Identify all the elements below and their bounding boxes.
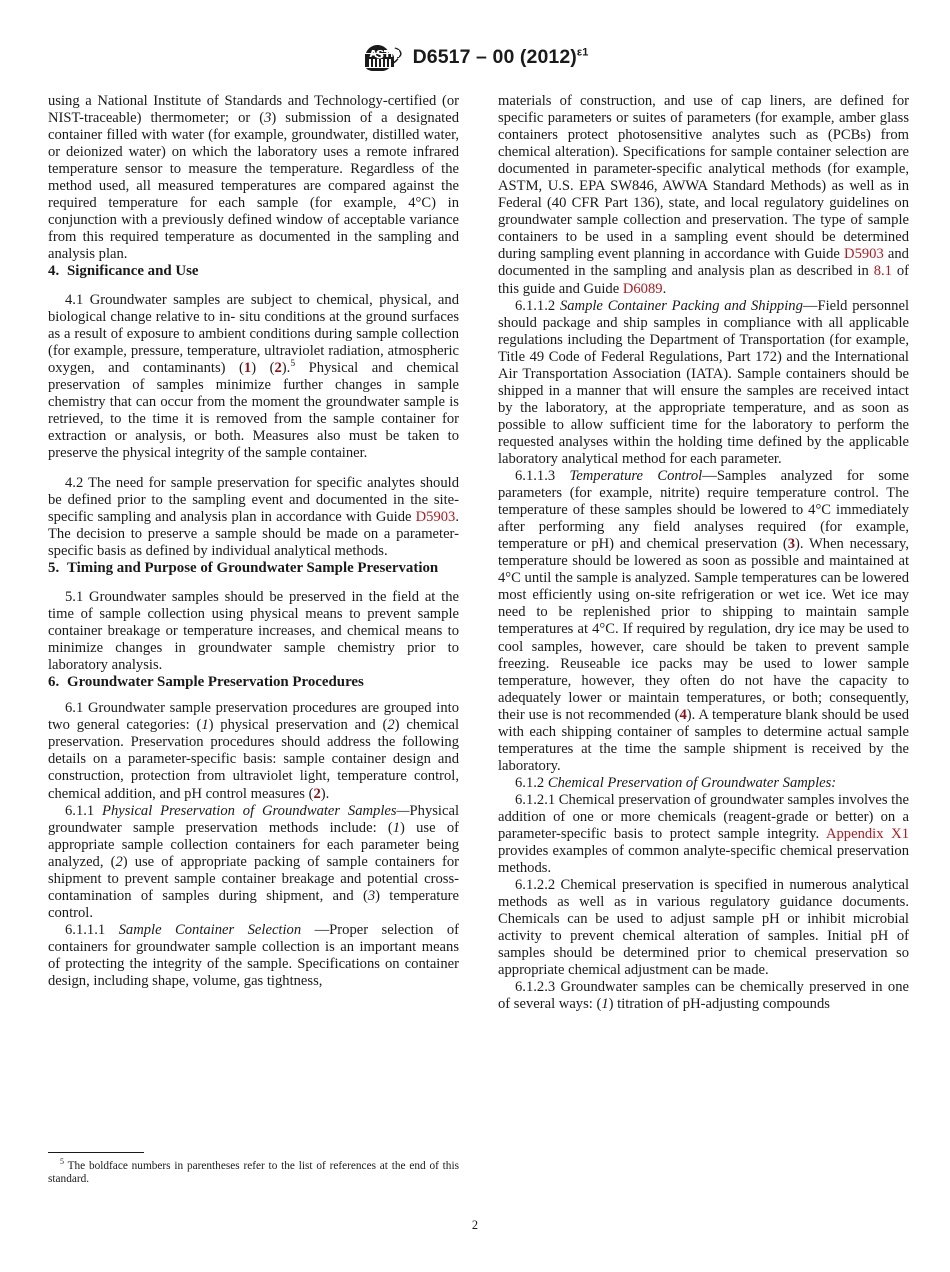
paragraph-4-1: 4.1 Groundwater samples are subject to chemical, physical, and biological change relative to in- situ conditions at the ground surfaces as a result of exposure to ambient conditions during sample collection (for example, pressure, temperature, ultraviolet radiation, atmospheric oxygen, and contaminants) (1) (2).$^5$ Physical and chemical preservation of samples minimize further changes in sample chemistry that can occur from the moment the groundwater sample is retrieved, to the time it is removed from the sample container for extraction or analysis, or both. Measures also must be taken to preserve the physical integrity of the sample container. <box>48 291 459 462</box>
footnote-marker: 5 <box>60 1157 64 1167</box>
heading-section-6 <box>48 674 459 691</box>
left-column <box>48 93 459 1014</box>
paragraph-6-1-1: 6.1.1 Physical Preservation of Groundwater Samples—Physical groundwater sample preservation methods include: (1) use of appropriate sample collection containers for each parameter being analyzed, (2) use of appropriate packing of sample containers for shipment to prevent sample container breakage and potential cross-contamination of samples during shipment, and (3) temperature control. <box>48 802 460 921</box>
heading-4-title: Significance and Use <box>67 263 199 280</box>
page-title <box>413 46 589 69</box>
footnote-5 <box>48 1157 459 1187</box>
standard-designation: D6517 – 00 (2012) <box>412 45 577 68</box>
paragraph-6-1-2-3: 6.1.2.3 Groundwater samples can be chemically preserved in one of several ways: (1) titration of pH-adjusting compounds <box>498 979 909 1013</box>
paragraph-4-2: 4.2 The need for sample preservation for specific analytes should be defined prior to the sampling event and documented in the site-specific sampling and analysis plan in accordance with Guide D5903. The decision to preserve a sample should be made on a parameter-specific basis as defined by individual analytical methods. <box>48 475 459 560</box>
paragraph-continued-left: using a National Institute of Standards and Technology-certified (or NIST-traceable) thermometer; or (3) submission of a designated container filled with water (for example, groundwater, distilled water, or deionized water) on which the laboratory uses a remote infrared temperature sensor to measure the temperature. Regardless of the method used, all measured temperatures are compared against the required temperature for each sample (for example, 4°C) in conjunction with a previously defined window of acceptable variance from this required temperature as documented in the sampling and analysis plan. <box>48 93 459 263</box>
astm-logo-icon <box>362 42 404 72</box>
heading-section-5 <box>48 560 459 577</box>
right-column <box>498 93 909 1014</box>
heading-6-title: Groundwater Sample Preservation Procedures <box>67 674 364 690</box>
heading-5-title: Timing and Purpose of Groundwater Sample Preservation <box>67 560 439 577</box>
paragraph-6-1-1-2: 6.1.1.2 Sample Container Packing and Shipping—Field personnel should package and ship samples in compliance with all applicable regulations including the Department of Transportation (for example, Title 49 Code of Federal Regulations, Part 172) and the International Air Transportation Association (IATA). Sample containers should be shipped in a manner that will ensure the samples are received intact by the laboratory, at the appropriate temperature, and as soon as possible to allow sufficient time for the laboratory to perform the requested analyses within the holding time defined by the applicable laboratory analytical method for each parameter. <box>498 297 910 467</box>
epsilon-mark: ε1 <box>576 46 589 58</box>
paragraph-6-1-2: 6.1.2 Chemical Preservation of Groundwater Samples: <box>515 774 837 791</box>
heading-4-number: 4. <box>48 263 60 280</box>
heading-5-number: 5. <box>48 560 60 577</box>
paragraph-6-1-1-3: 6.1.1.3 Temperature Control—Samples analyzed for some parameters (for example, nitrite) require temperature control. The temperature of these samples should be lowered to 4°C immediately after performing any field analyses required (for example, temperature or pH) and chemical preservation (3). When necessary, temperature should be lowered as soon as possible and maintained at 4°C until the sample is analyzed. Sample temperatures can be lowered most efficiently using on-site refrigeration or wet ice. Wet ice may need to be replenished prior to shipping to maintain sample temperatures at 4°C. If required by regulation, dry ice may be used to cool samples, however, care should be taken to prevent sample freezing. Reuseable ice packs may be used to lower sample temperature, however, they often do not have the capacity to adequately lower or maintain temperatures, or both; consequently, their use is not recommended (4). A temperature blank should be used with each shipping container of samples to determine actual sample temperatures at the time the sample shipment is received by the laboratory. <box>498 468 910 774</box>
footnote-text: The boldface numbers in parentheses refer to the list of references at the end of this standard. <box>48 1160 459 1186</box>
document-body <box>48 93 910 1014</box>
heading-section-4 <box>48 263 459 280</box>
page-number: 2 <box>471 1218 479 1232</box>
paragraph-6-1: 6.1 Groundwater sample preservation procedures are grouped into two general categories: (1) physical preservation and (2) chemical preservation. Preservation procedures should address the following details on a parameter-specific basis: sample container design and construction, protection from ultraviolet light, temperature control, chemical addition, and pH control measures (2). <box>48 700 459 802</box>
footnote-divider <box>48 1152 144 1153</box>
paragraph-5-1: 5.1 Groundwater samples should be preserved in the field at the time of sample collection using physical means to prevent sample container breakage or temperature increases, and chemical means to minimize changes in groundwater sample chemistry prior to laboratory analysis. <box>48 588 459 673</box>
paragraph-6-1-2-2: 6.1.2.2 Chemical preservation is specified in numerous analytical methods as well as in various regulatory guidance documents. Chemicals can be used to adjust sample pH or inhibit microbial activity to prevent chemical alteration of samples. Initial pH of samples should be determined prior to chemical preservation so appropriate chemical adjustment can be made. <box>498 877 909 979</box>
footnote-area <box>48 1152 459 1187</box>
paragraph-6-1-2-1: 6.1.2.1 Chemical preservation of groundwater samples involves the addition of one or more chemicals (reagent-grade or better) on a parameter-specific basis to protect sample integrity. Appendix X1 provides examples of common analyte-specific chemical preservation methods. <box>498 791 909 877</box>
paragraph-6-1-1-1: 6.1.1.1 Sample Container Selection —Proper selection of containers for groundwater sample collection is an important means of protecting the integrity of the sample. Specifications on container design, including shape, volume, gas tightness, <box>48 921 460 990</box>
page-header <box>0 42 950 72</box>
paragraph-continued-right: materials of construction, and use of cap liners, are defined for specific parameters or suites of parameters (for example, amber glass containers protect photosensitive analytes such as (PCBs) from chemical alteration). Specifications for sample container selection are documented in parameter-specific analytical methods (for example, ASTM, U.S. EPA SW846, AWWA Standard Methods) as well as in Federal (40 CFR Part 136), state, and local regulatory guidelines on groundwater sample collection and preservation. The type of sample containers to be used in a sampling event should be determined during sampling event planning in accordance with Guide D5903 and documented in the sampling and analysis plan as described in 8.1 of this guide and Guide D6089. <box>498 93 909 297</box>
heading-6-number: 6. <box>48 674 60 690</box>
